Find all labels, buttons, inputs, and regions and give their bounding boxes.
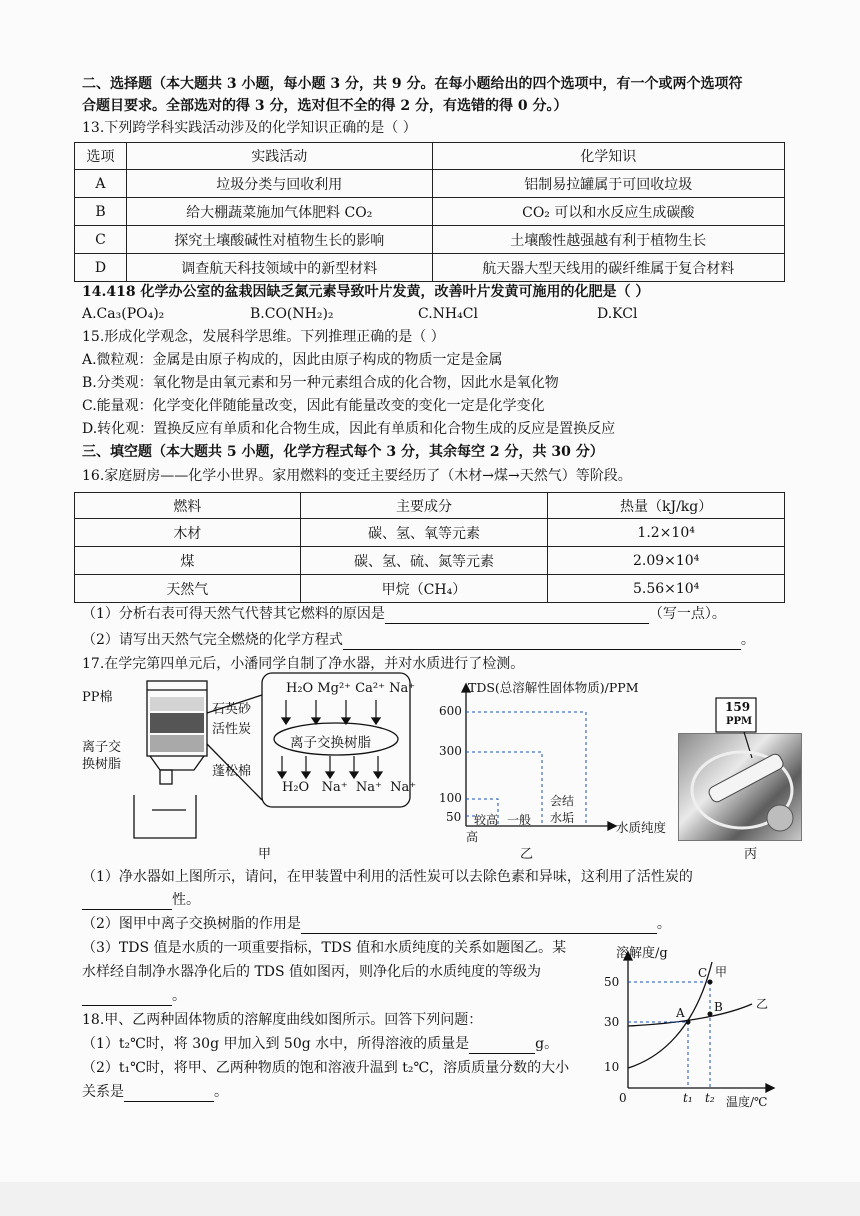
- sol-label-jia: 甲: [715, 965, 728, 979]
- sol-tick-30: 30: [604, 1015, 620, 1029]
- sol-origin: 0: [619, 1091, 627, 1105]
- q13-row-c-knowledge: 土壤酸性越强越有利于植物生长: [432, 226, 785, 254]
- q13-row-b-knowledge: CO₂ 可以和水反应生成碳酸: [432, 198, 785, 226]
- q13-row-b-activity: 给大棚蔬菜施加气体肥料 CO₂: [126, 198, 432, 226]
- q16-row-gas-fuel: 天然气: [75, 575, 301, 603]
- sol-tick-10: 10: [604, 1060, 620, 1074]
- q15-option-c: C.能量观：化学变化伴随能量改变，因此有能量改变的变化一定是化学变化: [82, 398, 545, 414]
- point-c: [708, 980, 713, 985]
- q13-row-a-option: A: [75, 170, 127, 198]
- q17-part2-suffix: 。: [656, 916, 671, 932]
- tds-y-label: TDS(总溶解性固体物质)/PPM: [468, 680, 639, 695]
- q14-option-c: C.NH₄Cl: [418, 306, 478, 322]
- q17-part1-line1: （1）净水器如上图所示，请问，在甲装置中利用的活性炭可以去除色素和异味，这利用了活性炭的: [82, 869, 693, 885]
- tds-tick-300: 300: [439, 744, 462, 758]
- section-2-header-line2: 合题目要求。全部选对的得 3 分，选对但不全的得 2 分，有选错的得 0 分。）: [82, 98, 568, 114]
- sol-label-yi: 乙: [756, 997, 769, 1011]
- label-resin-line1: 离子交: [82, 740, 122, 755]
- sol-tick-t2: t₂: [705, 1091, 715, 1105]
- q17-part3-line1: （3）TDS 值是水质的一项重要指标，TDS 值和水质纯度的关系如题图乙。某: [82, 940, 567, 956]
- q14-stem: 14.418 化学办公室的盆栽因缺乏氮元素导致叶片发黄，改善叶片发黄可施用的化肥是（ ）: [82, 284, 650, 300]
- q16-row-gas-heat: 5.56×10⁴: [548, 575, 785, 603]
- q14-option-a: A.Ca₃(PO₄)₂: [82, 306, 165, 322]
- q17-part2-prompt: （2）图甲中离子交换树脂的作用是: [82, 916, 301, 932]
- q13-row-a-knowledge: 铝制易拉罐属于可回收垃圾: [432, 170, 785, 198]
- q16-row-coal-heat: 2.09×10⁴: [548, 547, 785, 575]
- label-cotton: 蓬松棉: [212, 764, 252, 779]
- sol-x-label: 温度/℃: [726, 1095, 768, 1109]
- q17-part3-line2: 水样经自制净水器净化后的 TDS 值如图丙，则净化后的水质纯度的等级为: [82, 964, 542, 980]
- meter-reading-value: 159: [725, 700, 751, 714]
- q13-row-d-activity: 调查航天科技领域中的新型材料: [126, 254, 432, 282]
- tds-x-label: 水质纯度: [616, 820, 667, 835]
- sol-tick-t1: t₁: [683, 1091, 693, 1105]
- q13-row-c-option: C: [75, 226, 127, 254]
- q17-part1-suffix: 性。: [172, 892, 200, 908]
- q16-part1-prompt: （1）分析右表可得天然气代替其它燃料的原因是: [82, 606, 385, 622]
- q13-row-a-activity: 垃圾分类与回收利用: [126, 170, 432, 198]
- q13-row-d-knowledge: 航天器大型天线用的碳纤维属于复合材料: [432, 254, 785, 282]
- q16-row-wood-fuel: 木材: [75, 519, 301, 547]
- q16-row-wood-heat: 1.2×10⁴: [548, 519, 785, 547]
- sol-guide-lines: [628, 982, 710, 1088]
- tds-level-scale-2: 水垢: [550, 811, 575, 825]
- q16-row-wood-component: 碳、氢、氧等元素: [300, 519, 548, 547]
- q16-row-coal-component: 碳、氢、硫、氮等元素: [300, 547, 548, 575]
- q13-row-b-option: B: [75, 198, 127, 226]
- q18-part2-line1: （2）t₁℃时，将甲、乙两种物质的饱和溶液升温到 t₂℃，溶质质量分数的大小: [82, 1060, 570, 1076]
- sol-y-label: 溶解度/g: [616, 946, 668, 961]
- figure-yi-caption: 乙: [520, 847, 534, 862]
- q18-stem: 18.甲、乙两种固体物质的溶解度曲线如图所示。回答下列问题：: [82, 1012, 483, 1028]
- q16-stem: 16.家庭厨房——化学小世界。家用燃料的变迁主要经历了（木材→煤→天然气）等阶段。: [82, 468, 632, 484]
- q14-option-b: B.CO(NH₂)₂: [250, 306, 334, 322]
- sol-label-c: C: [698, 966, 708, 980]
- point-b: [708, 1012, 713, 1017]
- tds-level-normal: 一般: [507, 813, 532, 827]
- point-a: [686, 1020, 691, 1025]
- figure-jia-caption: 甲: [258, 847, 272, 862]
- q18-part2-prompt: 关系是: [82, 1084, 124, 1100]
- q18-part2-suffix: 。: [214, 1084, 228, 1100]
- ions-before-label: H₂O Mg²⁺ Ca²⁺ Na⁺: [286, 681, 416, 696]
- tds-level-high: 较高: [474, 813, 499, 827]
- tds-tick-600: 600: [439, 704, 462, 718]
- q18-part1-suffix: g。: [535, 1036, 559, 1052]
- section-2-header-line1: 二、选择题（本大题共 3 小题，每小题 3 分，共 9 分。在每小题给出的四个选项中，有一个或两个选项符: [82, 76, 743, 92]
- label-pp-cotton: PP棉: [82, 690, 113, 705]
- q16-part2-suffix: 。: [740, 632, 755, 648]
- q15-option-b: B.分类观：氧化物是由氧元素和另一种元素组合成的化合物，因此水是氧化物: [82, 375, 559, 391]
- meter-reading-unit: PPM: [726, 716, 753, 727]
- q13-row-d-option: D: [75, 254, 127, 282]
- q17-part3-suffix: 。: [172, 988, 186, 1004]
- tds-level-high-2: 高: [466, 830, 479, 844]
- q16-row-coal-fuel: 煤: [75, 547, 301, 575]
- q16-header-heat: 热量（kJ/kg）: [548, 493, 785, 519]
- q13-header-activity: 实践活动: [126, 143, 432, 170]
- q17-stem: 17.在学完第四单元后，小潘同学自制了净水器，并对水质进行了检测。: [82, 656, 525, 672]
- q16-header-component: 主要成分: [300, 493, 548, 519]
- sol-label-b: B: [714, 1000, 723, 1014]
- q15-option-d: D.转化观：置换反应有单质和化合物生成，因此有单质和化合物生成的反应是置换反应: [82, 421, 616, 437]
- label-activated-carbon: 活性炭: [212, 722, 252, 737]
- label-quartz-sand: 石英砂: [212, 702, 252, 717]
- page-bottom-band: [0, 1182, 860, 1216]
- tds-tick-100: 100: [439, 791, 462, 805]
- tds-tick-50: 50: [446, 810, 462, 824]
- q13-header-knowledge: 化学知识: [432, 143, 785, 170]
- q15-stem: 15.形成化学观念，发展科学思维。下列推理正确的是（ ）: [82, 329, 445, 345]
- q15-option-a: A.微粒观：金属是由原子构成的，因此由原子构成的物质一定是金属: [82, 352, 503, 368]
- q13-stem: 13.下列跨学科实践活动涉及的化学知识正确的是（ ）: [82, 120, 417, 136]
- section-3-header: 三、填空题（本大题共 5 小题，化学方程式每个 3 分，其余每空 2 分，共 30 分）: [82, 444, 604, 460]
- sol-label-a: A: [676, 1006, 685, 1020]
- tds-level-scale-1: 会结: [550, 794, 575, 808]
- q14-option-d: D.KCl: [597, 306, 638, 322]
- q13-row-c-activity: 探究土壤酸碱性对植物生长的影响: [126, 226, 432, 254]
- q16-header-fuel: 燃料: [75, 493, 301, 519]
- ions-after-label: H₂O Na⁺ Na⁺ Na⁺: [282, 780, 417, 795]
- q16-row-gas-component: 甲烷（CH₄）: [300, 575, 548, 603]
- label-resin-line2: 换树脂: [82, 757, 122, 772]
- q13-header-option: 选项: [75, 143, 127, 170]
- resin-center-label: 离子交换树脂: [290, 735, 371, 751]
- figure-bing-caption: 丙: [744, 847, 758, 862]
- q18-part1-prompt: （1）t₂℃时，将 30g 甲加入到 50g 水中，所得溶液的质量是: [82, 1036, 470, 1052]
- sol-tick-50: 50: [604, 975, 620, 989]
- q16-part1-suffix: （写一点）。: [648, 606, 726, 622]
- q16-part2-prompt: （2）请写出天然气完全燃烧的化学方程式: [82, 632, 343, 648]
